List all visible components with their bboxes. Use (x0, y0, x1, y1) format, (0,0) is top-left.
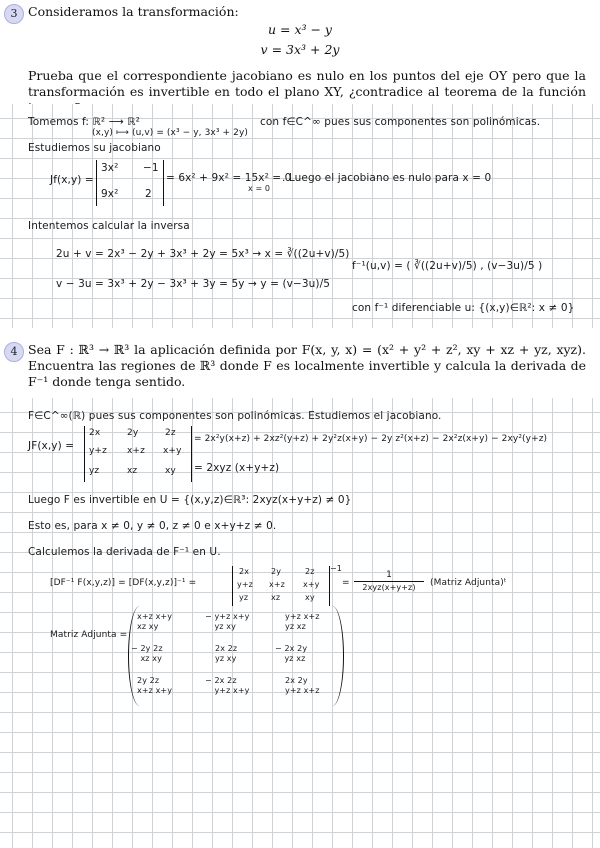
problem-3-statement (0, 0, 600, 104)
inverse-exponent: −1 (330, 564, 342, 573)
derivative-fraction (354, 570, 424, 592)
matrix-entry: xz (271, 593, 281, 602)
jacobian-result: = 2xyz (x+y+z) (194, 462, 280, 474)
matrix-entry: x+z (127, 446, 145, 456)
matrix-entry: x+y (303, 580, 320, 589)
cofactor-12: − y+z x+y yz xy (205, 612, 250, 631)
note-map-rule: (x,y) ⟼ (u,v) = (x³ − y, 3x³ + 2y) (92, 128, 248, 138)
derivative-intro: Calculemos la derivada de F⁻¹ en U. (28, 546, 221, 558)
inverse-step-x: 2u + v = 2x³ − 2y + 3x³ + 2y = 5x³ → x = ∛((2u+v)/5) (56, 248, 350, 260)
jacobian-matrix (84, 426, 192, 482)
inverse-title: Intentemos calcular la inversa (28, 220, 190, 232)
handwritten-notes-4 (0, 398, 600, 848)
jacobian-result: = 6x² + 9x² = 15x² = 0 (166, 172, 292, 184)
cofactor-32: − 2x 2z y+z x+y (205, 676, 250, 695)
equals-sign: = (342, 578, 350, 588)
problem-statement: Sea F : ℝ³ → ℝ³ la aplicación definida por F(x, y, x) = (x² + y² + z², xy + xz + yz, xyz). Encuentra las regiones de ℝ³ donde F es localmente invertible y calcula la derivada de F⁻¹ donde tenga sentido. (28, 342, 586, 389)
cofactor-31: 2y 2z x+z x+y (137, 676, 173, 695)
matrix-entry: xy (305, 593, 315, 602)
matrix-entry: 2z (165, 428, 176, 438)
matrix-entry: 3x² (101, 162, 119, 174)
problem-intro: Consideramos la transformación: (28, 4, 239, 19)
jacobian-label: Jf(x,y) = (50, 174, 94, 186)
cofactor-33: 2x 2y y+z x+z (285, 676, 320, 695)
inverse-step-y: v − 3u = 3x³ + 2y − 3x³ + 3y = 5y → y = (v−3u)/5 (56, 278, 330, 290)
matrix-entry: 2y (271, 567, 282, 576)
adjugate-transpose: (Matriz Adjunta)ᵗ (430, 578, 507, 588)
matrix-entry: 2z (305, 567, 315, 576)
adjugate-matrix (128, 606, 344, 706)
problem-number-badge: 3 (4, 4, 24, 24)
matrix-entry: 9x² (101, 188, 119, 200)
adjugate-label: Matriz Adjunta = (50, 630, 128, 640)
matrix-entry: yz (89, 466, 100, 476)
jacobian-conclusion: . Luego el jacobiano es nulo para x = 0 (282, 172, 492, 184)
matrix-entry: 2x (89, 428, 101, 438)
note-smoothness: F∈C^∞(ℝ) pues sus componentes son polinómicas. Estudiemos el jacobiano. (28, 410, 442, 422)
cofactor-21: − 2y 2z xz xy (131, 644, 163, 663)
matrix-entry: 2x (239, 567, 250, 576)
note-smoothness: con f∈C^∞ pues sus componentes son polinómicas. (260, 116, 541, 128)
inverse-formula: f⁻¹(u,v) = ( ∛((2u+v)/5) , (v−3u)/5 ) (352, 260, 543, 272)
jacobian-label: JF(x,y) = (28, 440, 75, 452)
equation-u: u = x³ − y (267, 22, 332, 37)
jacobian-determinant (96, 160, 164, 206)
handwritten-notes-3 (0, 104, 600, 328)
matrix-entry: xy (165, 466, 176, 476)
note-map-def: Tomemos f: ℝ² ⟶ ℝ² (28, 116, 140, 128)
matrix-entry: yz (239, 593, 249, 602)
problem-4-statement (0, 328, 600, 398)
fraction-numerator: 1 (386, 570, 392, 580)
jacobian-expansion: = 2x²y(x+z) + 2xz²(y+z) + 2y²z(x+y) − 2y z²(x+z) − 2x²z(x+y) − 2xy²(y+z) (194, 434, 548, 444)
cofactor-22: 2x 2z yz xy (215, 644, 238, 663)
fraction-denominator: 2xyz(x+y+z) (362, 583, 416, 592)
invertibility-region: Luego F es invertible en U = {(x,y,z)∈ℝ³: 2xyz(x+y+z) ≠ 0} (28, 494, 352, 506)
problem-number-badge: 4 (4, 342, 24, 362)
matrix-entry: −1 (143, 162, 159, 174)
inverse-domain: con f⁻¹ diferenciable u: {(x,y)∈ℝ²: x ≠ 0} (352, 302, 575, 314)
matrix-entry: 2y (127, 428, 139, 438)
derivative-lhs: [DF⁻¹ F(x,y,z)] = [DF(x,y,z)]⁻¹ = (50, 578, 197, 588)
matrix-entry: 2 (145, 188, 152, 200)
matrix-entry: x+z (269, 580, 285, 589)
matrix-entry: x+y (163, 446, 182, 456)
problem-statement: Prueba que el correspondiente jacobiano es nulo en los puntos del eje OY pero que la transformación es invertible en todo el plano XY, ¿contradice al teorema de la función (28, 68, 586, 99)
cofactor-13: y+z x+z yz xz (285, 612, 320, 631)
cofactor-11: x+z x+y xz xy (137, 612, 173, 631)
invertibility-conditions: Esto es, para x ≠ 0, y ≠ 0, z ≠ 0 e x+y+z ≠ 0. (28, 520, 277, 532)
matrix-entry: y+z (89, 446, 107, 456)
derivative-matrix (232, 566, 330, 606)
matrix-entry: y+z (237, 580, 253, 589)
note-jacobian-intro: Estudiemos su jacobiano (28, 142, 161, 154)
jacobian-zero-set: x = 0 (248, 184, 271, 193)
matrix-entry: xz (127, 466, 138, 476)
equation-v: v = 3x³ + 2y (260, 42, 340, 57)
cofactor-23: − 2x 2y yz xz (275, 644, 308, 663)
